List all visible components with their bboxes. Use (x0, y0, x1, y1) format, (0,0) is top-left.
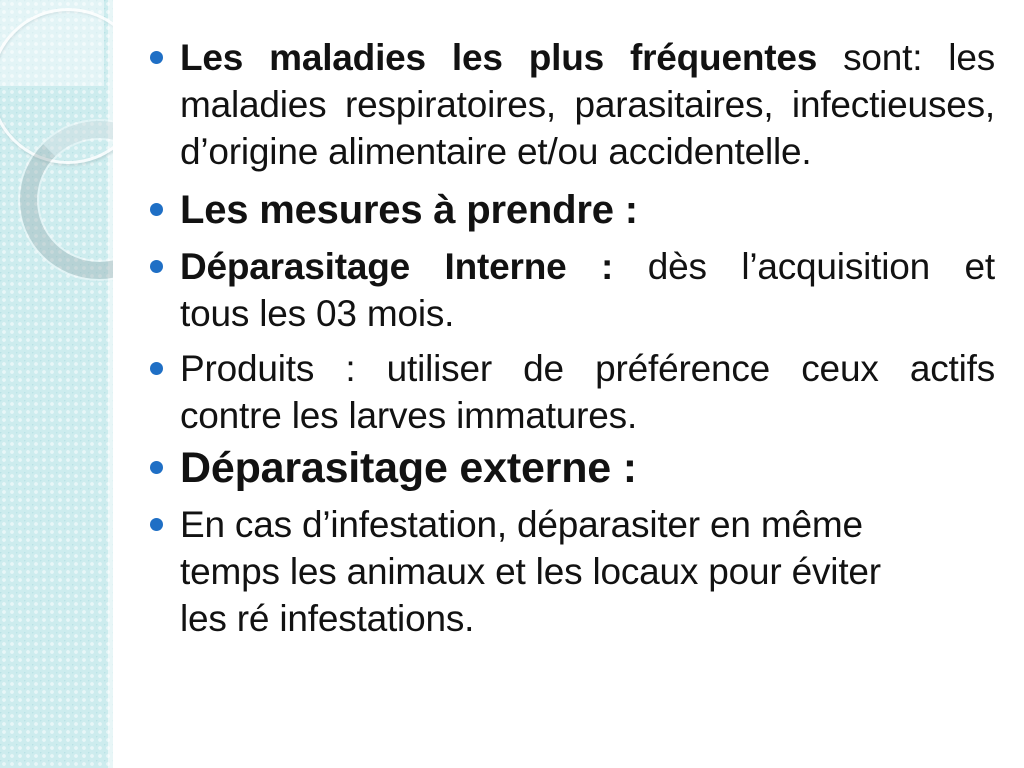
bullet-text (180, 441, 995, 495)
regular-run: En cas d’infestation, déparasiter en même (180, 504, 863, 545)
regular-run: les ré infestations. (180, 598, 475, 639)
text-line (180, 81, 995, 128)
bullet-text (180, 501, 995, 642)
regular-run: Produits : utiliser de préférence ceux actifs (180, 348, 995, 389)
regular-run: maladies respiratoires, parasitaires, infectieuses, (180, 84, 995, 125)
text-line (180, 595, 995, 642)
text-line (180, 290, 995, 337)
bullet-dot-icon (150, 51, 163, 64)
text-line (180, 548, 995, 595)
bullet-dot-icon (150, 518, 163, 531)
text-line (180, 128, 995, 175)
text-line (180, 345, 995, 392)
bullet-text (180, 185, 995, 235)
text-line (180, 441, 995, 495)
bullet-text (180, 34, 995, 175)
regular-run: sont: les (817, 37, 996, 78)
bold-run: Les mesures à prendre : (180, 188, 638, 232)
bullet-text (180, 345, 995, 439)
bullet-dot-icon (150, 461, 163, 474)
bullet-item-mesures (150, 185, 995, 235)
bold-run: Déparasitage Interne : (180, 246, 614, 287)
regular-run: contre les larves immatures. (180, 395, 638, 436)
text-line (180, 501, 995, 548)
sidebar-decoration (0, 0, 113, 768)
regular-run: dès l’acquisition et (613, 246, 995, 287)
bullet-item-infestation (150, 501, 995, 642)
regular-run: d’origine alimentaire et/ou accidentelle. (180, 131, 812, 172)
bullet-item-produits (150, 345, 995, 439)
bullet-item-deparasitage-interne (150, 243, 995, 337)
slide-body (150, 34, 995, 642)
regular-run: tous les 03 mois. (180, 293, 455, 334)
text-line (180, 185, 995, 235)
regular-run: temps les animaux et les locaux pour éviter (180, 551, 881, 592)
text-line (180, 34, 995, 81)
bold-run: Déparasitage externe : (180, 444, 637, 492)
bullet-item-maladies (150, 34, 995, 175)
bullet-dot-icon (150, 203, 163, 216)
bullet-item-deparasitage-externe (150, 441, 995, 495)
bullet-dot-icon (150, 362, 163, 375)
bullet-text (180, 243, 995, 337)
text-line (180, 392, 995, 439)
bullet-dot-icon (150, 260, 163, 273)
text-line (180, 243, 995, 290)
bold-run: Les maladies les plus fréquentes (180, 37, 818, 78)
